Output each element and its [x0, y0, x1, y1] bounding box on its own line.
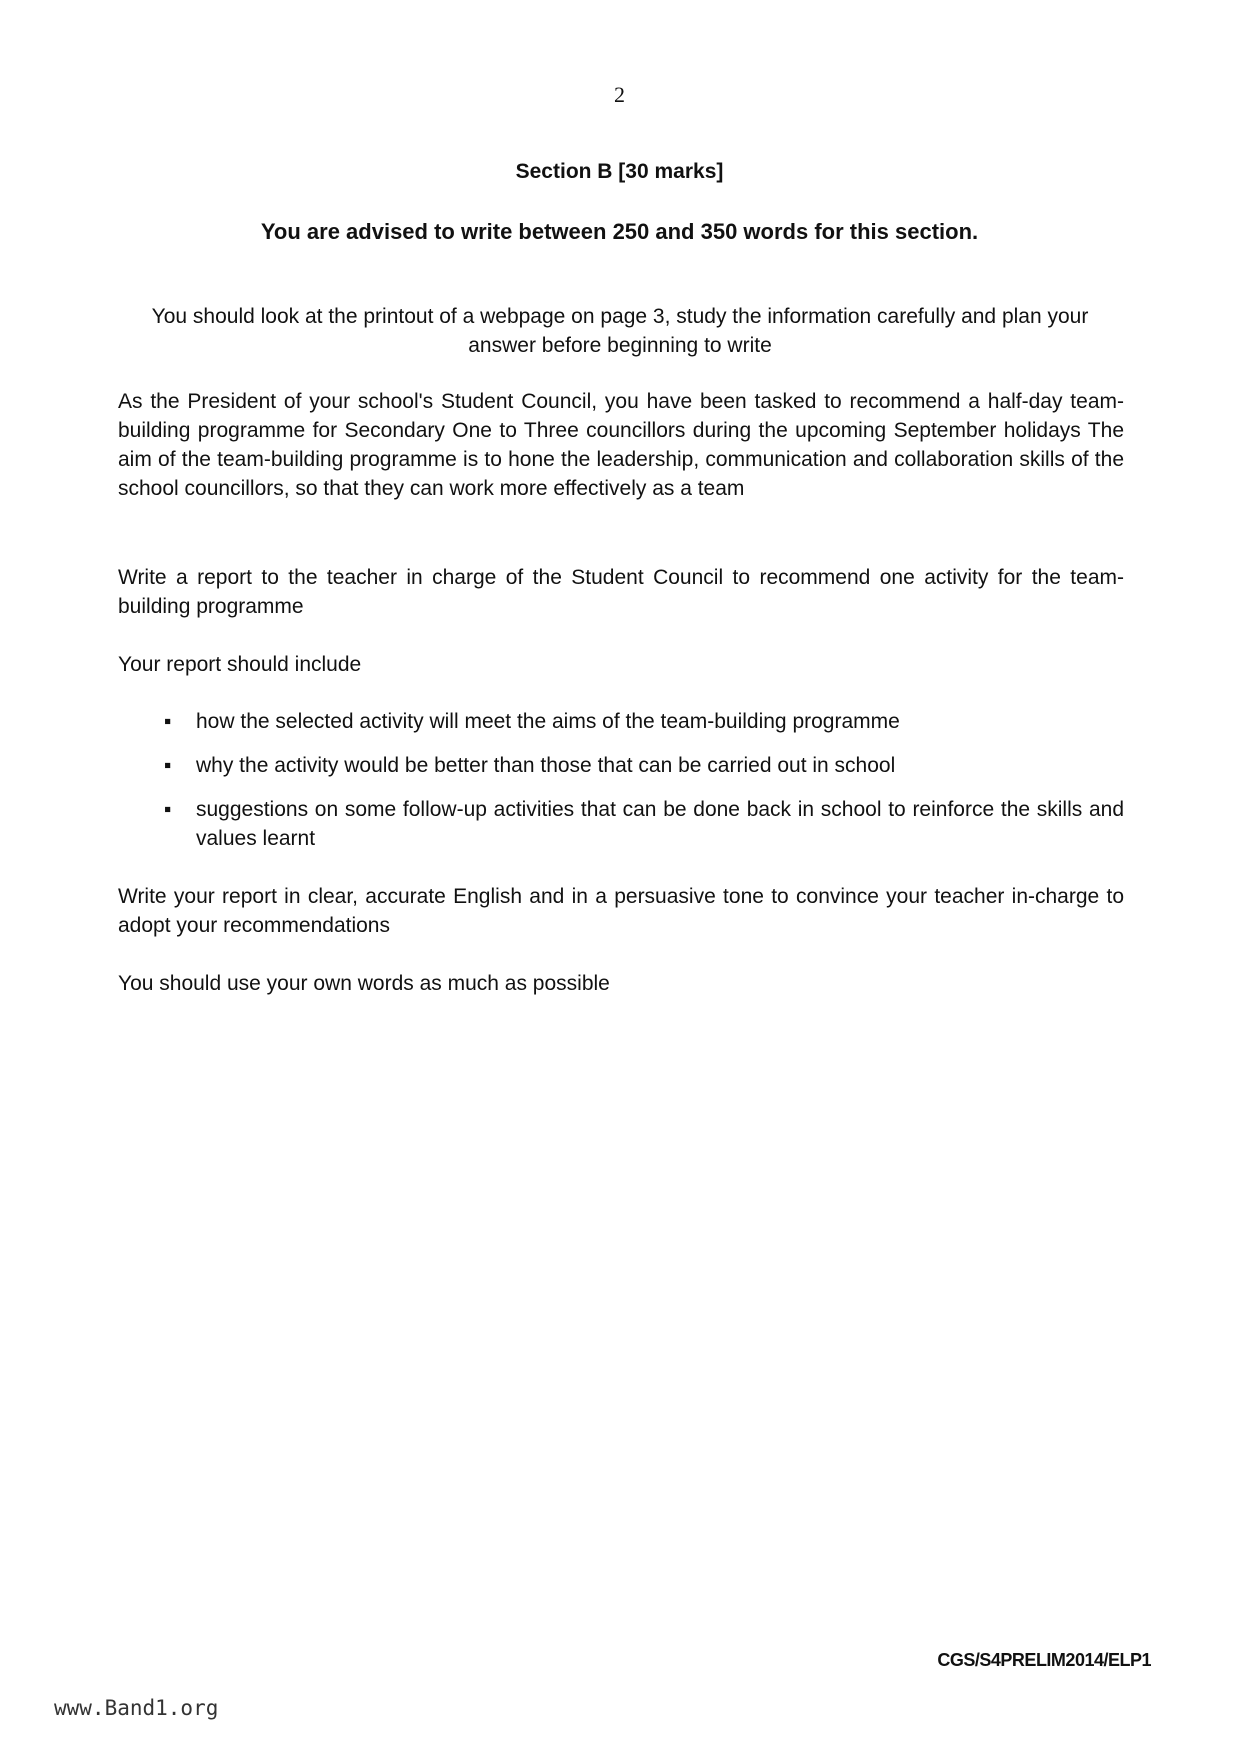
instruction-text: You should look at the printout of a webpage on page 3, study the information carefully and plan your answer before beginning to write: [151, 305, 1089, 357]
task-paragraph: As the President of your school's Student Council, you have been tasked to recommend a half-day team-building programme for Secondary One to Three councillors during the upcoming September holidays The aim of the team-building programme is to hone the leadership, communication and collaboration skills of the school councillors, so that they can work more effectively as a team: [118, 390, 1124, 500]
style-paragraph: Write your report in clear, accurate English and in a persuasive tone to convince your teacher in-charge to adopt your recommendations: [118, 885, 1124, 937]
footer-code: CGS/S4PRELIM2014/ELP1: [937, 1650, 1151, 1670]
bullet-icon: ▪: [164, 754, 172, 777]
word-count-advice: You are advised to write between 250 and 350 words for this section.: [260, 219, 979, 244]
own-words-paragraph: You should use your own words as much as possible: [118, 972, 610, 995]
watermark-url: www.Band1.org: [54, 1696, 219, 1720]
page-number: 2: [614, 82, 625, 107]
bullet-icon: ▪: [164, 710, 172, 733]
report-include-label: Your report should include: [118, 653, 362, 676]
bullet-icon: ▪: [164, 798, 172, 821]
report-paragraph: Write a report to the teacher in charge of the Student Council to recommend one activity for the team-building programme: [118, 566, 1124, 618]
section-title: Section B [30 marks]: [515, 160, 724, 183]
